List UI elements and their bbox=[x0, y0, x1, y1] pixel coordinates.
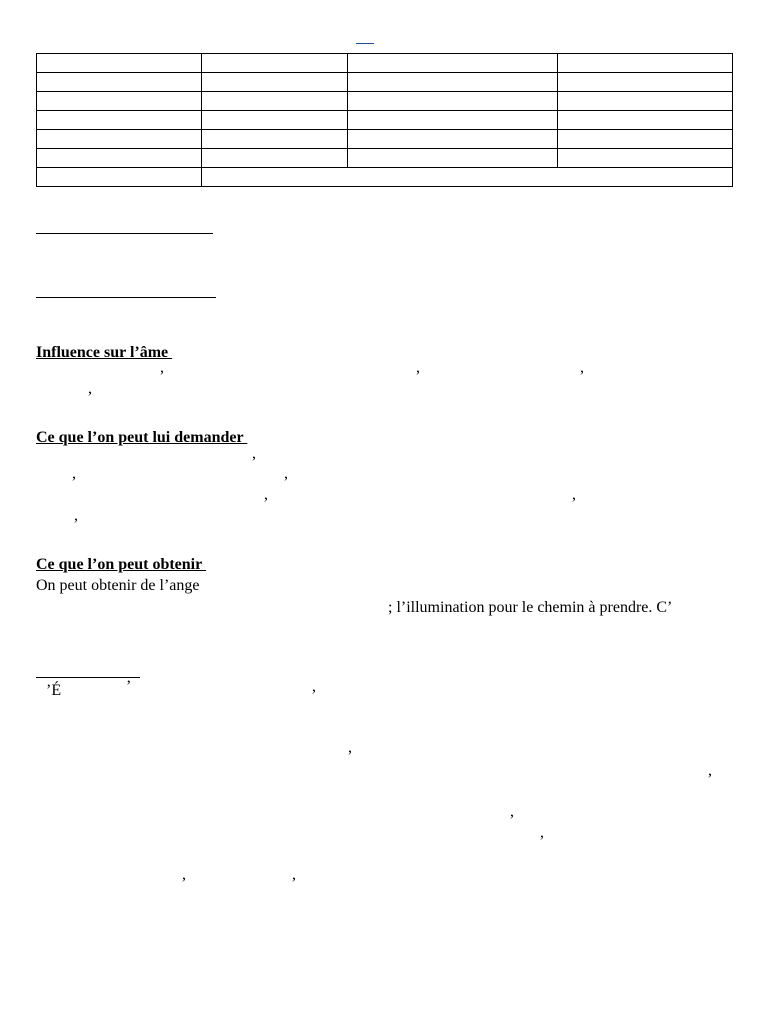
comma-mark: , bbox=[540, 824, 544, 841]
table-cell-merged bbox=[202, 168, 733, 187]
table-row bbox=[37, 54, 733, 73]
blank-heading-rule bbox=[36, 233, 213, 234]
comma-mark: , bbox=[72, 465, 76, 482]
paragraph-line: ; l’illumination pour le chemin à prendre. C’ bbox=[388, 599, 673, 616]
comma-mark: , bbox=[292, 866, 296, 883]
table-cell bbox=[37, 73, 202, 92]
table-cell bbox=[348, 130, 558, 149]
table-cell bbox=[558, 111, 733, 130]
section-heading-obtenir: Ce que l’on peut obtenir bbox=[36, 556, 206, 573]
table-cell bbox=[37, 149, 202, 168]
table-cell bbox=[202, 54, 348, 73]
table-cell bbox=[348, 149, 558, 168]
info-table bbox=[36, 53, 733, 187]
blank-heading-rule bbox=[36, 297, 216, 298]
table-cell bbox=[558, 92, 733, 111]
table-row bbox=[37, 92, 733, 111]
table-cell bbox=[558, 73, 733, 92]
apostrophe-mark: ’ bbox=[126, 678, 132, 695]
comma-mark: , bbox=[580, 359, 584, 376]
table-row bbox=[37, 111, 733, 130]
paragraph-line: On peut obtenir de l’ange bbox=[36, 577, 200, 594]
comma-mark: , bbox=[252, 445, 256, 462]
table-cell bbox=[348, 111, 558, 130]
comma-mark: , bbox=[88, 380, 92, 397]
section-heading-influence: Influence sur l’âme bbox=[36, 344, 173, 361]
table-row bbox=[37, 130, 733, 149]
table-cell bbox=[37, 130, 202, 149]
table-cell bbox=[558, 54, 733, 73]
comma-mark: , bbox=[264, 486, 268, 503]
table-cell bbox=[202, 130, 348, 149]
section-heading-demander: Ce que l’on peut lui demander bbox=[36, 429, 248, 446]
top-link[interactable] bbox=[356, 33, 374, 44]
comma-mark: , bbox=[416, 359, 420, 376]
table-cell bbox=[202, 111, 348, 130]
comma-mark: , bbox=[572, 486, 576, 503]
comma-mark: , bbox=[348, 739, 352, 756]
comma-mark: , bbox=[708, 762, 712, 779]
comma-mark: , bbox=[182, 866, 186, 883]
table-cell bbox=[37, 168, 202, 187]
paragraph-line: ’É bbox=[46, 682, 62, 699]
table-cell bbox=[37, 92, 202, 111]
table-row bbox=[37, 149, 733, 168]
table-cell bbox=[558, 149, 733, 168]
table-row bbox=[37, 168, 733, 187]
table-cell bbox=[348, 54, 558, 73]
comma-mark: , bbox=[510, 803, 514, 820]
comma-mark: , bbox=[74, 507, 78, 524]
table-cell bbox=[348, 73, 558, 92]
comma-mark: , bbox=[312, 678, 316, 695]
table-cell bbox=[202, 73, 348, 92]
table-cell bbox=[37, 111, 202, 130]
table-cell bbox=[202, 149, 348, 168]
table-cell bbox=[202, 92, 348, 111]
comma-mark: , bbox=[160, 359, 164, 376]
table-cell bbox=[348, 92, 558, 111]
table-cell bbox=[558, 130, 733, 149]
table-row bbox=[37, 73, 733, 92]
table-cell bbox=[37, 54, 202, 73]
blank-heading-rule bbox=[36, 677, 140, 678]
comma-mark: , bbox=[284, 465, 288, 482]
